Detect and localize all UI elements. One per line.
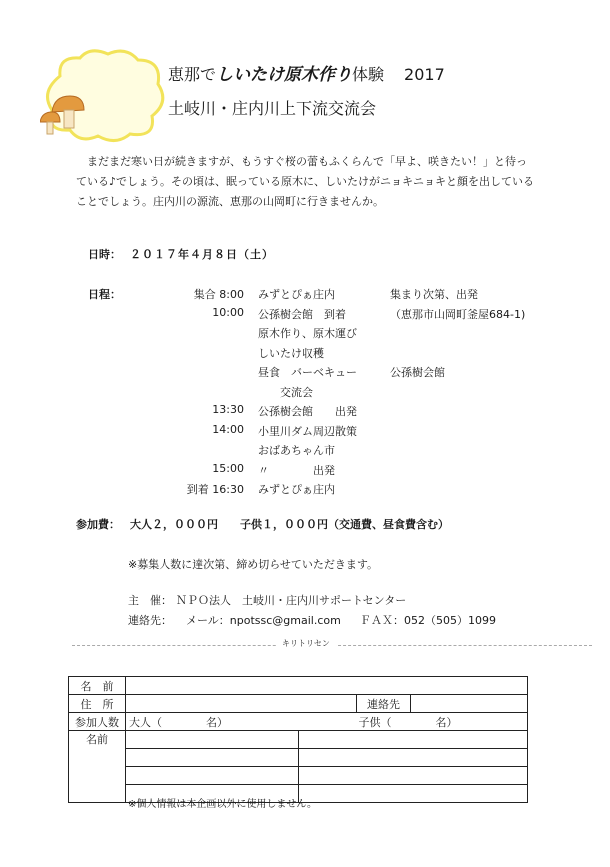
- contact-label: 連絡先：: [128, 614, 172, 627]
- schedule-row: [150, 325, 525, 345]
- schedule-table: [150, 286, 525, 501]
- schedule-row: [150, 423, 525, 443]
- schedule-label: 日程：: [88, 288, 121, 301]
- schedule-place: みずとぴぁ庄内: [258, 483, 335, 496]
- name-label: 名 前: [69, 677, 126, 695]
- schedule-place: おばあちゃん市: [258, 444, 335, 457]
- schedule-place: 公孫樹会館 出発: [258, 405, 357, 418]
- schedule-place: 公孫樹会館 到着: [258, 307, 346, 321]
- cut-line-label: キリトリセン: [276, 638, 336, 649]
- schedule-time: [150, 345, 252, 365]
- fee-label: 参加費：: [76, 518, 120, 531]
- organizer-label: 主 催：: [128, 594, 172, 607]
- schedule-time: 到着 16:30: [186, 483, 244, 496]
- schedule-time: [150, 442, 252, 462]
- schedule-time: 集合 8:00: [193, 288, 244, 301]
- schedule-time: [150, 325, 252, 345]
- form-row-names-2: [69, 749, 528, 767]
- contact-fax: ＦＡＸ：052（505）1099: [360, 614, 496, 627]
- names-field[interactable]: [126, 767, 299, 785]
- schedule-row: [150, 462, 525, 482]
- contact-field-label: 連絡先: [357, 695, 411, 713]
- address-label: 住 所: [69, 695, 126, 713]
- schedule-place: みずとぴぁ庄内: [258, 288, 335, 301]
- schedule-row: [150, 345, 525, 365]
- schedule-time: 15:00: [212, 461, 244, 475]
- schedule-note: [378, 325, 525, 345]
- schedule-time: 13:30: [212, 403, 244, 416]
- schedule-time: [150, 384, 252, 404]
- privacy-note: ※個人情報は本企画以外に使用しません。: [128, 799, 317, 810]
- schedule-row: [150, 442, 525, 462]
- names-label: 名前: [69, 731, 126, 803]
- intro-paragraph: まだまだ寒い日が続きますが、もうすぐ桜の蕾もふくらんで「早よ、咲きたい！」と待っている♪でしょう。その頃は、眠っている原木に、しいたけがニョキニョキと顔を出していることでしょう。庄内川の源流、恵那の山岡町に行きませんか。: [76, 155, 535, 208]
- schedule-note: [378, 423, 525, 443]
- date-value: ２０１７年４月８日（土）: [130, 248, 274, 261]
- schedule-place: 原木作り、原木運び: [258, 327, 357, 340]
- adult-count-field[interactable]: 大人（ 名）: [126, 713, 299, 731]
- count-label: 参加人数: [69, 713, 126, 731]
- schedule-row: [150, 286, 525, 306]
- form-row-address: [69, 695, 528, 713]
- schedule-place: しいたけ収穫: [258, 346, 324, 360]
- form-row-count: [69, 713, 528, 731]
- name-field[interactable]: [126, 677, 528, 695]
- schedule-place: 〃 出発: [258, 463, 335, 477]
- schedule-time: 10:00: [212, 305, 244, 319]
- schedule-row: [150, 364, 525, 384]
- names-field[interactable]: [299, 785, 528, 803]
- schedule-note: [378, 403, 525, 423]
- schedule-note: [378, 345, 525, 365]
- date-label: 日時：: [88, 248, 121, 261]
- schedule-place: 交流会: [258, 385, 313, 399]
- mushroom-illustration: [40, 46, 170, 146]
- fee-value: 大人２，０００円 子供１，０００円（交通費、昼食費含む）: [130, 518, 449, 531]
- event-title: 恵那でしいたけ原木作り体験 2017: [168, 65, 445, 85]
- schedule-row: [150, 306, 525, 326]
- organizer-value: ＮＰＯ法人 土岐川・庄内川サポートセンター: [176, 594, 407, 607]
- names-field[interactable]: [299, 767, 528, 785]
- form-row-names-1: [69, 731, 528, 749]
- names-field[interactable]: [299, 749, 528, 767]
- schedule-place: 昼食 バーベキュー: [258, 366, 357, 379]
- names-field[interactable]: [126, 731, 299, 749]
- contact-field[interactable]: [411, 695, 528, 713]
- form-row-name: [69, 677, 528, 695]
- intro-text: [76, 152, 536, 212]
- schedule-note: 公孫樹会館: [390, 366, 445, 379]
- schedule-time: 14:00: [212, 422, 244, 436]
- schedule-row: [150, 403, 525, 423]
- names-field[interactable]: [126, 749, 299, 767]
- address-field[interactable]: [126, 695, 357, 713]
- schedule-note: [378, 462, 525, 482]
- schedule-note: [378, 481, 525, 501]
- form-row-names-3: [69, 767, 528, 785]
- event-subtitle: 土岐川・庄内川上下流交流会: [168, 99, 377, 118]
- child-count-field[interactable]: 子供（ 名）: [299, 713, 528, 731]
- names-field[interactable]: [299, 731, 528, 749]
- notice-text: ※募集人数に達次第、締め切らせていただきます。: [128, 558, 379, 571]
- schedule-row: [150, 481, 525, 501]
- schedule-note: [378, 384, 525, 404]
- schedule-time: [150, 364, 252, 384]
- schedule-row: [150, 384, 525, 404]
- schedule-note: [378, 442, 525, 462]
- contact-email: メール：npotssc@gmail.com: [186, 614, 341, 627]
- schedule-note: （恵那市山岡町釜屋684-1): [390, 307, 526, 321]
- application-form: [68, 676, 528, 803]
- schedule-note: 集まり次第、出発: [390, 288, 478, 301]
- schedule-place: 小里川ダム周辺散策: [258, 424, 357, 438]
